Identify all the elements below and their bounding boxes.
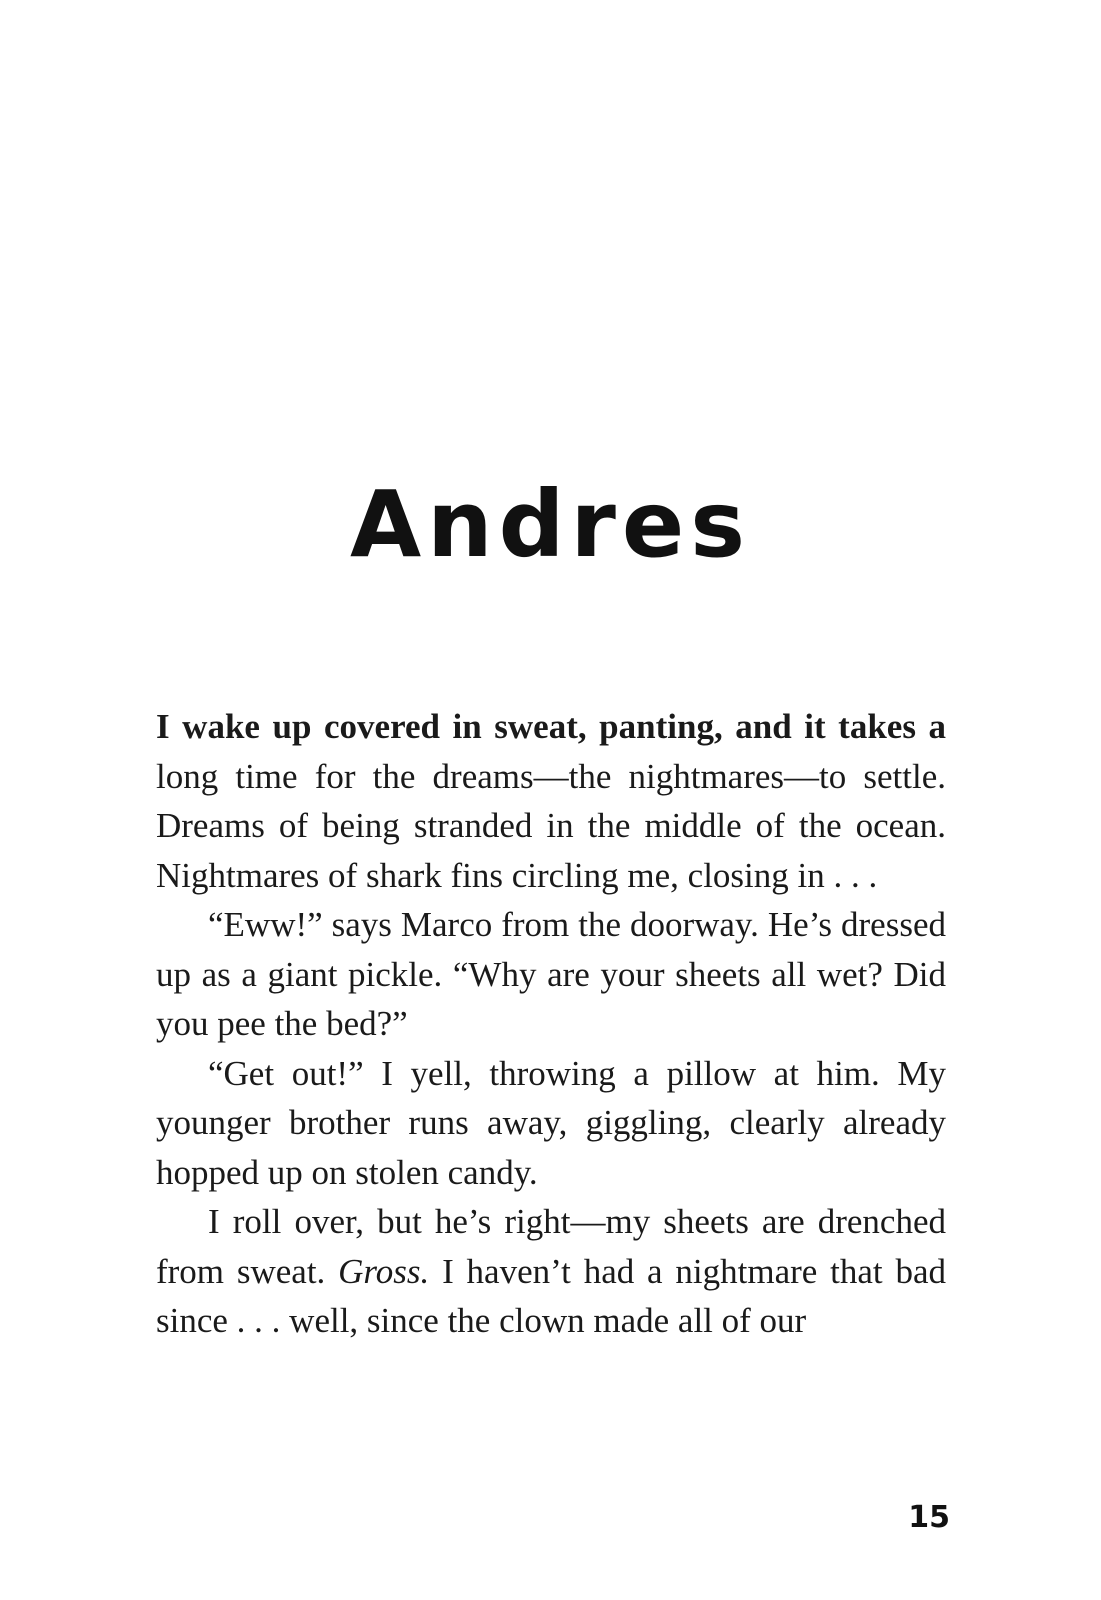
chapter-title: Andres	[349, 471, 752, 578]
paragraph-4	[156, 1197, 946, 1346]
page-number: 15	[908, 1500, 950, 1535]
paragraph-4-text-a: I roll over, but he’s right—my sheets are drenched from sweat.	[156, 1202, 946, 1291]
paragraph-2: “Eww!” says Marco from the doorway. He’s dressed up as a giant pickle. “Why are your sheets all wet? Did you pee the bed?”	[156, 905, 946, 1043]
body-text	[156, 702, 946, 1346]
lead-in-text: I wake up covered in sweat, panting, and it takes a	[156, 707, 946, 746]
paragraph-3: “Get out!” I yell, throwing a pillow at him. My younger brother runs away, giggling, clearly already hopped up on stolen candy.	[156, 1053, 946, 1192]
paragraph-1-text: long time for the dreams—the nightmares—to settle. Dreams of being stranded in the middle of the ocean. Nightmares of shark fins circling me, closing in . . .	[156, 756, 946, 895]
paragraph-1	[156, 702, 946, 900]
paragraph-4-text-b: I haven’t had a nightmare that bad since . . . well, since the clown made all of our	[156, 1251, 946, 1340]
paragraph-4-italic: Gross.	[338, 1251, 430, 1291]
